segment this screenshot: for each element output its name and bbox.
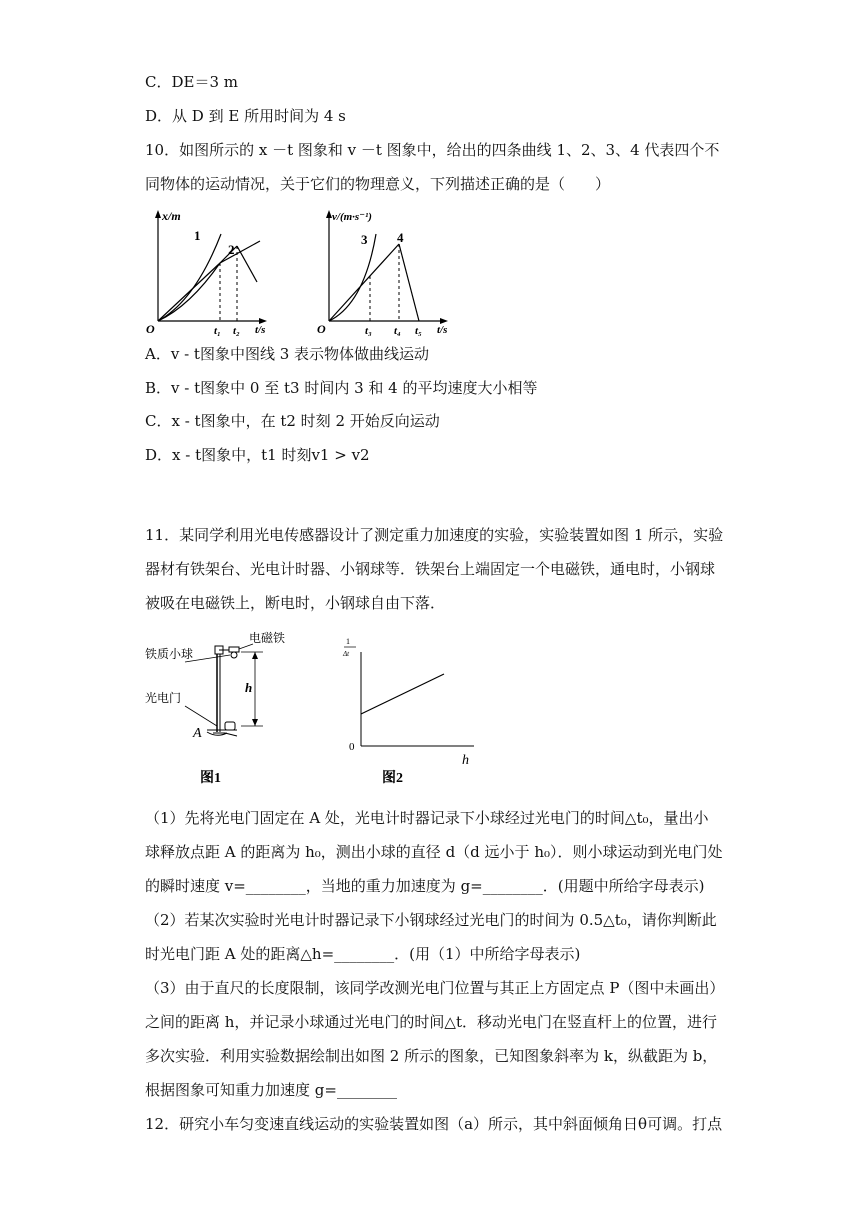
question-11-part-3-a: （3）由于直尺的长度限制，该同学改测光电门位置与其正上方固定点 P（图中未画出） — [145, 979, 725, 997]
option-c-q9: C．DE＝3 m — [145, 73, 238, 91]
question-11-part-1-b: 球释放点距 A 的距离为 h₀，测出小球的直径 d（d 远小于 h₀）．则小球运动到光电门处 — [145, 843, 723, 861]
question-10-stem-2: 同物体的运动情况，关于它们的物理意义，下列描述正确的是（ ） — [145, 175, 611, 193]
question-12-stem-1: 12．研究小车匀变速直线运动的实验装置如图（a）所示，其中斜面倾角日θ可调。打点 — [145, 1115, 723, 1133]
vt-x-label: t/s — [437, 324, 448, 336]
option-d-q10: D．x - t图象中，t1 时刻v1 > v2 — [145, 446, 370, 464]
option-c-q10: C．x - t图象中，在 t2 时刻 2 开始反向运动 — [145, 412, 440, 430]
question-11-stem-3: 被吸在电磁铁上，断电时，小钢球自由下落． — [145, 594, 446, 612]
fig2-caption: 图2 — [382, 771, 403, 786]
fig2-origin: 0 — [349, 741, 355, 753]
figure-1-apparatus — [145, 622, 295, 792]
xt-t1: t₁ — [214, 325, 221, 336]
vt-curve-4: 4 — [397, 230, 404, 245]
vt-t3: t₃ — [365, 325, 372, 336]
vt-t4: t₄ — [394, 325, 401, 336]
question-11-part-1-a: （1）先将光电门固定在 A 处，光电计时器记录下小球经过光电门的时间△t₀，量出小 — [145, 809, 709, 827]
vt-y-label: v/(m·s⁻¹) — [332, 211, 372, 223]
fig1-ball-label: 铁质小球 — [145, 647, 194, 661]
question-11-stem-1: 11．某同学利用光电传感器设计了测定重力加速度的实验，实验装置如图 1 所示，实验 — [145, 526, 724, 544]
option-a-q10: A．v - t图象中图线 3 表示物体做曲线运动 — [145, 345, 430, 363]
xt-origin: O — [146, 322, 155, 336]
fig2-y-numerator: 1 — [346, 637, 350, 646]
vt-t5: t₅ — [415, 325, 422, 336]
question-11-part-3-b: 之间的距离 h，并记录小球通过光电门的时间△t．移动光电门在竖直杆上的位置，进行 — [145, 1013, 717, 1031]
fig1-magnet-label: 电磁铁 — [249, 631, 286, 645]
option-b-q10: B．v - t图象中 0 至 t3 时间内 3 和 4 的平均速度大小相等 — [145, 379, 538, 397]
question-11-part-3-c: 多次实验．利用实验数据绘制出如图 2 所示的图象，已知图象斜率为 k，纵截距为 b， — [145, 1047, 718, 1065]
fig1-a-label: A — [193, 726, 202, 741]
figure-2-graph — [334, 630, 484, 792]
vt-curve-3: 3 — [361, 232, 368, 247]
question-11-part-3-d: 根据图象可知重力加速度 g=________ — [145, 1081, 397, 1099]
xt-y-label: x/m — [162, 209, 181, 223]
fig2-y-denominator: Δt — [343, 650, 350, 658]
xt-graph — [145, 206, 275, 336]
question-10-stem-1: 10．如图所示的 x －t 图象和 v －t 图象中，给出的四条曲线 1、2、3、4 代表四个不 — [145, 141, 720, 159]
fig1-caption: 图1 — [200, 771, 221, 786]
option-d-q9: D．从 D 到 E 所用时间为 4 s — [145, 107, 346, 125]
xt-t2: t₂ — [233, 325, 240, 336]
question-11-part-2-a: （2）若某次实验时光电计时器记录下小钢球经过光电门的时间为 0.5△t₀，请你判断此 — [145, 911, 717, 929]
fig2-x-label: h — [462, 753, 469, 768]
xt-curve-2: 2 — [228, 242, 235, 257]
xt-x-label: t/s — [255, 324, 266, 336]
question-11-part-1-c: 的瞬时速度 v=________，当地的重力加速度为 g=________．(用题中所给字母表示) — [145, 877, 705, 895]
fig1-h-label: h — [245, 680, 253, 695]
vt-origin: O — [317, 322, 326, 336]
fig1-gate-label: 光电门 — [145, 691, 182, 705]
vt-graph — [316, 206, 456, 336]
question-11-stem-2: 器材有铁架台、光电计时器、小钢球等．铁架台上端固定一个电磁铁，通电时，小钢球 — [145, 560, 716, 578]
xt-curve-1: 1 — [194, 228, 201, 243]
question-11-part-2-b: 时光电门距 A 处的距离△h=________．(用（1）中所给字母表示) — [145, 945, 581, 963]
